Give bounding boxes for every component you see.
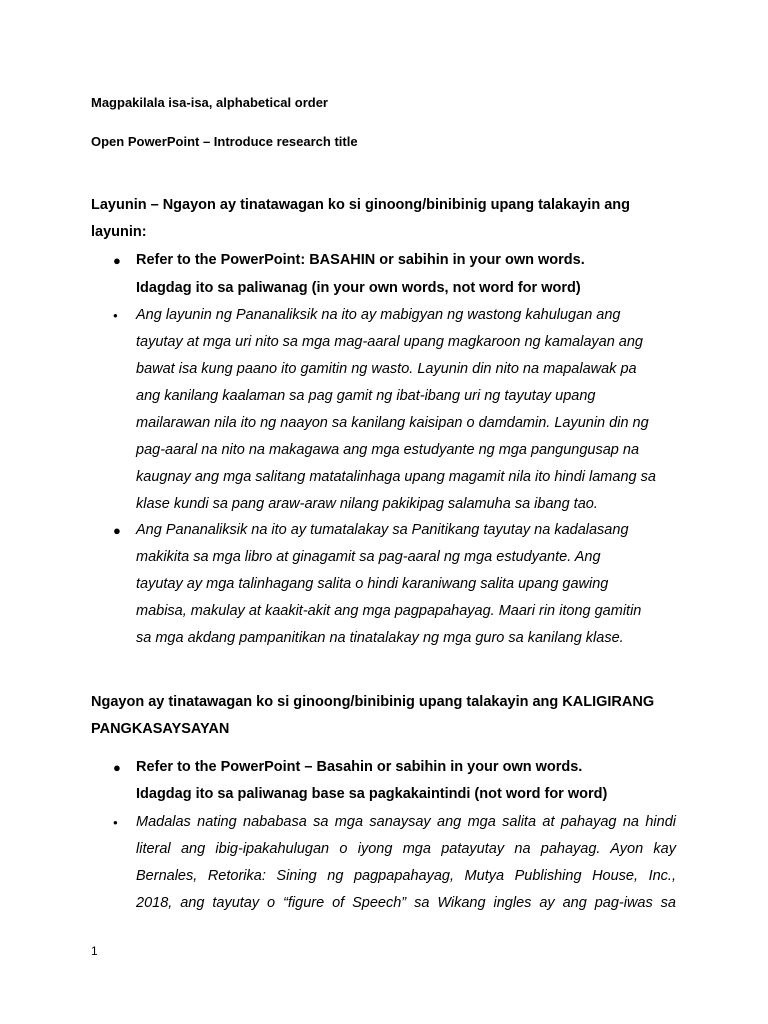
- layunin-heading-line-1: Layunin – Ngayon ay tinatawagan ko si ginoong/binibinig upang talakayin ang: [91, 197, 630, 213]
- layunin-bullet-3-line-5: sa mga akdang pampanitikan na tinatalakay ng mga guro sa kanilang klase.: [136, 630, 624, 646]
- kaligiran-bullet-2-line-3: Bernales, Retorika: Sining ng pagpapahayag, Mutya Publishing House, Inc.,: [136, 868, 676, 884]
- layunin-bullet-2-line-6: pag-aaral na nito na makagawa ang mga estudyante ng mga pangungusap na: [136, 442, 640, 458]
- bullet-icon: ●: [113, 523, 121, 538]
- kaligiran-heading-line-2: PANGKASAYSAYAN: [91, 721, 230, 737]
- layunin-bullet-2-line-7: kaugnay ang mga salitang matatalinhaga upang magamit nila ito hindi lamang sa: [136, 469, 656, 485]
- layunin-bullet-2-line-3: bawat isa kung paano ito gamitin ng wasto. Layunin din nito na mapalawak pa: [136, 361, 637, 377]
- layunin-bullet-2-line-1: Ang layunin ng Pananaliksik na ito ay mabigyan ng wastong kahulugan ang: [136, 307, 621, 323]
- layunin-bullet-3-line-2: makikita sa mga libro at ginagamit sa pag-aaral ng mga estudyante. Ang: [136, 549, 601, 565]
- kaligiran-bullet-1-line-1: Refer to the PowerPoint – Basahin or sabihin in your own words.: [136, 759, 583, 775]
- intro-line-1: Magpakilala isa-isa, alphabetical order: [91, 95, 328, 110]
- page-number: 1: [91, 944, 98, 958]
- layunin-bullet-2-line-4: ang kanilang kaalaman sa pag gamit ng ibat-ibang uri ng tayutay upang: [136, 388, 596, 404]
- kaligiran-bullet-2-line-2: literal ang ibig-ipakahulugan o iyong mga patayutay na pahayag. Ayon kay: [136, 841, 676, 857]
- bullet-icon: ●: [113, 253, 121, 268]
- intro-line-2: Open PowerPoint – Introduce research title: [91, 134, 358, 149]
- kaligiran-bullet-2-line-1: Madalas nating nababasa sa mga sanaysay ang mga salita at pahayag na hindi: [136, 814, 676, 830]
- layunin-bullet-3-line-4: mabisa, makulay at kaakit-akit ang mga pagpapahayag. Maari rin itong gamitin: [136, 603, 642, 619]
- bullet-icon: •: [113, 815, 118, 830]
- layunin-heading-line-2: layunin:: [91, 224, 147, 240]
- layunin-bullet-1-line-2: Idagdag ito sa paliwanag (in your own words, not word for word): [136, 280, 581, 296]
- bullet-icon: •: [113, 308, 118, 323]
- kaligiran-heading-line-1: Ngayon ay tinatawagan ko si ginoong/binibinig upang talakayin ang KALIGIRANG: [91, 694, 655, 710]
- layunin-bullet-1-line-1: Refer to the PowerPoint: BASAHIN or sabihin in your own words.: [136, 252, 585, 268]
- bullet-icon: ●: [113, 760, 121, 775]
- layunin-bullet-2-line-5: mailarawan nila ito ng naayon sa kanilang kaisipan o damdamin. Layunin din ng: [136, 415, 649, 431]
- layunin-bullet-3-line-3: tayutay ay mga talinhagang salita o hindi karaniwang salita upang gawing: [136, 576, 609, 592]
- layunin-bullet-3-line-1: Ang Pananaliksik na ito ay tumatalakay sa Panitikang tayutay na kadalasang: [136, 522, 629, 538]
- layunin-bullet-2-line-8: klase kundi sa pang araw-araw nilang pakikipag salamuha sa ibang tao.: [136, 496, 598, 512]
- kaligiran-bullet-2-line-4: 2018, ang tayutay o “figure of Speech” sa Wikang ingles ay ang pag-iwas sa: [136, 895, 676, 911]
- layunin-bullet-2-line-2: tayutay at mga uri nito sa mga mag-aaral upang magkaroon ng kamalayan ang: [136, 334, 643, 350]
- kaligiran-bullet-1-line-2: Idagdag ito sa paliwanag base sa pagkakaintindi (not word for word): [136, 786, 608, 802]
